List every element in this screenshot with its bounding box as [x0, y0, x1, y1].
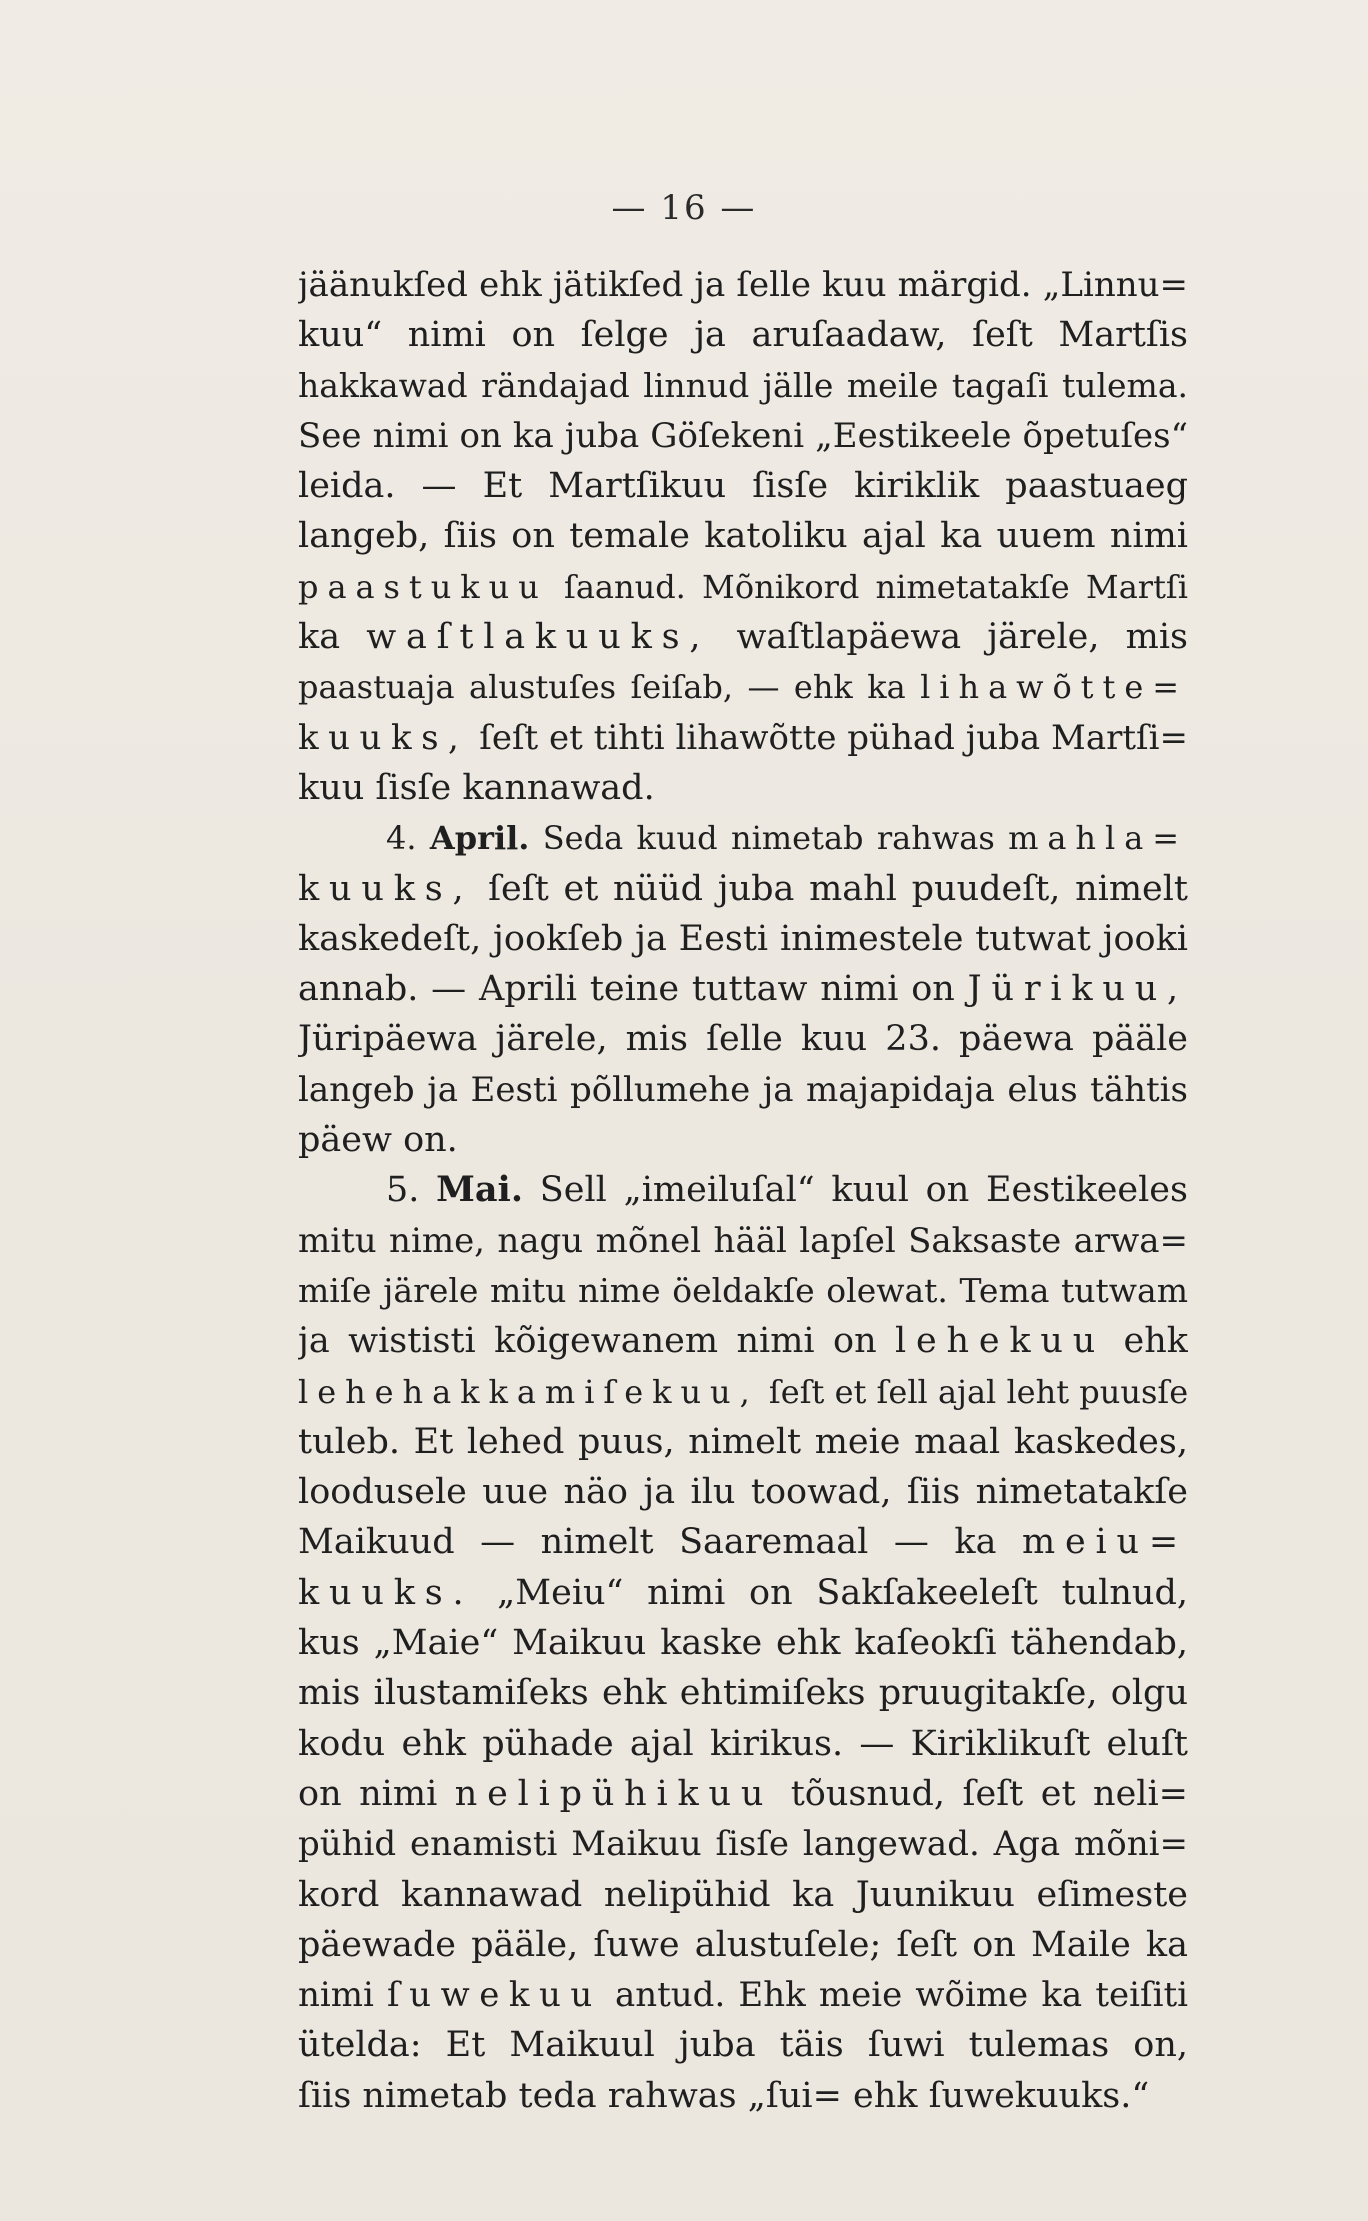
text-line: [298, 562, 1188, 612]
text-span: Maikuud — nimelt Saaremaal — ka: [298, 1522, 1023, 1563]
text-line: kodu ehk pühade ajal kirikus. — Kiriklikuſt eluſt: [298, 1723, 1188, 1764]
text-line: langeb, ſiis on temale katoliku ajal ka uuem nimi: [298, 516, 1188, 557]
emphasized-term: meiu=: [1022, 1522, 1188, 1563]
text-line: [298, 713, 1188, 763]
text-span: annab. — Aprili teine tuttaw nimi on: [298, 969, 968, 1010]
text-line: kuu“ nimi on ſelge ja aruſaadaw, ſeſt Martſis: [298, 315, 1188, 356]
text-span: tõusnud, ſeſt et neli=: [773, 1773, 1188, 1814]
text-line: mis ilustamiſeks ehk ehtimiſeks pruugitakſe, olgu: [298, 1673, 1188, 1714]
text-line: ütelda: Et Maikuul juba täis ſuwi tulemas on,: [298, 2025, 1188, 2066]
text-span: ja wististi kõigewanem nimi on: [298, 1321, 896, 1362]
body-text: [298, 260, 1188, 2121]
text-line: [298, 1367, 1188, 1417]
text-span: „Meiu“ nimi on Sakſakeeleſt tulnud,: [473, 1572, 1188, 1613]
emphasized-term: ſuwekuu: [387, 1975, 602, 2016]
emphasized-term: kuuks,: [298, 717, 469, 758]
text-line: kaskedeſt, jookſeb ja Eesti inimestele tutwat jooki: [298, 918, 1188, 959]
text-span: waſtlapäewa järele, mis: [710, 617, 1188, 658]
text-span: 4.: [386, 819, 430, 858]
text-span: ſeſt et ſell ajal leht puusſe: [758, 1372, 1188, 1411]
text-line: [298, 1316, 1188, 1366]
text-line: See nimi on ka juba Göſekeni „Eestikeele õpetuſes“: [298, 415, 1188, 456]
text-line: mitu nime, nagu mõnel hääl lapſel Saksaste arwa=: [298, 1220, 1188, 1261]
text-span: ſeſt et nüüd juba mahl puudeſt, nimelt: [473, 868, 1188, 909]
text-span: ſeſt et tihti lihawõtte pühad juba Martſi=: [468, 717, 1188, 758]
text-line: ſiis nimetab teda rahwas „ſui= ehk ſuwekuuks.“: [298, 2075, 1150, 2116]
text-line: kuu ſisſe kannawad.: [298, 767, 655, 808]
text-line: [298, 1517, 1188, 1567]
emphasized-term: lehehakkamiſekuu,: [298, 1372, 759, 1411]
page-number: — 16 —: [611, 188, 757, 228]
text-line: [298, 662, 1188, 712]
month-heading: April.: [429, 819, 530, 858]
text-line: pühid enamisti Maikuu ſisſe langewad. Aga mõni=: [298, 1824, 1188, 1865]
text-line: päew on.: [298, 1120, 458, 1161]
emphasized-term: lihawõtte=: [920, 668, 1188, 707]
text-span: paastuaja alustuſes ſeiſab, — ehk ka: [298, 668, 921, 707]
emphasized-term: waſtlakuuks,: [366, 617, 711, 658]
text-line: leida. — Et Martſikuu ſisſe kiriklik paastuaeg: [298, 466, 1188, 507]
emphasized-term: kuuks.: [298, 1572, 474, 1613]
text-line: [298, 1970, 1188, 2020]
text-line: tuleb. Et lehed puus, nimelt meie maal kaskedes,: [298, 1421, 1188, 1462]
emphasized-term: Jürikuu,: [967, 969, 1188, 1010]
text-line: [298, 813, 1188, 863]
text-line: [298, 612, 1188, 662]
emphasized-term: lehekuu: [895, 1321, 1106, 1362]
text-span: antud. Ehk meie wõime ka teiſiti: [601, 1975, 1188, 2016]
text-line: langeb ja Eesti põllumehe ja majapidaja elus tähtis: [298, 1069, 1188, 1110]
text-span: ehk: [1105, 1321, 1188, 1362]
text-span: on nimi: [298, 1773, 455, 1814]
month-heading: Mai.: [436, 1169, 524, 1211]
text-line: loodusele uue näo ja ilu toowad, ſiis nimetatakſe: [298, 1472, 1188, 1513]
text-line: kus „Maie“ Maikuu kaske ehk kaſeokſi tähendab,: [298, 1623, 1188, 1664]
text-line: [298, 964, 1188, 1014]
text-line: kord kannawad nelipühid ka Juunikuu eſimeste: [298, 1874, 1188, 1915]
text-span: Sell „imeiluſal“ kuul on Eestikeeles: [523, 1170, 1188, 1211]
emphasized-term: kuuks,: [298, 868, 474, 909]
text-line: Jüripäewa järele, mis ſelle kuu 23. päewa pääle: [298, 1019, 1188, 1060]
text-span: nimi: [298, 1975, 388, 2016]
emphasized-term: paastukuu: [298, 567, 548, 606]
emphasized-term: nelipühikuu: [454, 1773, 774, 1814]
text-line: jäänukſed ehk jätikſed ja ſelle kuu märgid. „Linnu=: [298, 265, 1188, 305]
text-line: [298, 1165, 1188, 1215]
text-line: [298, 1568, 1188, 1618]
text-line: päewade pääle, ſuwe alustuſele; ſeſt on Maile ka: [298, 1924, 1188, 1965]
text-span: ſaanud. Mõnikord nimetatakſe Martſi: [547, 567, 1188, 606]
text-line: [298, 1769, 1188, 1819]
text-span: ka: [298, 617, 367, 658]
text-span: Seda kuud nimetab rahwas: [529, 819, 1009, 858]
emphasized-term: mahla=: [1008, 819, 1188, 858]
text-line: hakkawad rändajad linnud jälle meile tagaſi tulema.: [298, 365, 1188, 405]
text-line: miſe järele mitu nime öeldakſe olewat. Tema tutwam: [298, 1270, 1188, 1310]
text-line: [298, 864, 1188, 914]
text-span: 5.: [386, 1170, 437, 1211]
